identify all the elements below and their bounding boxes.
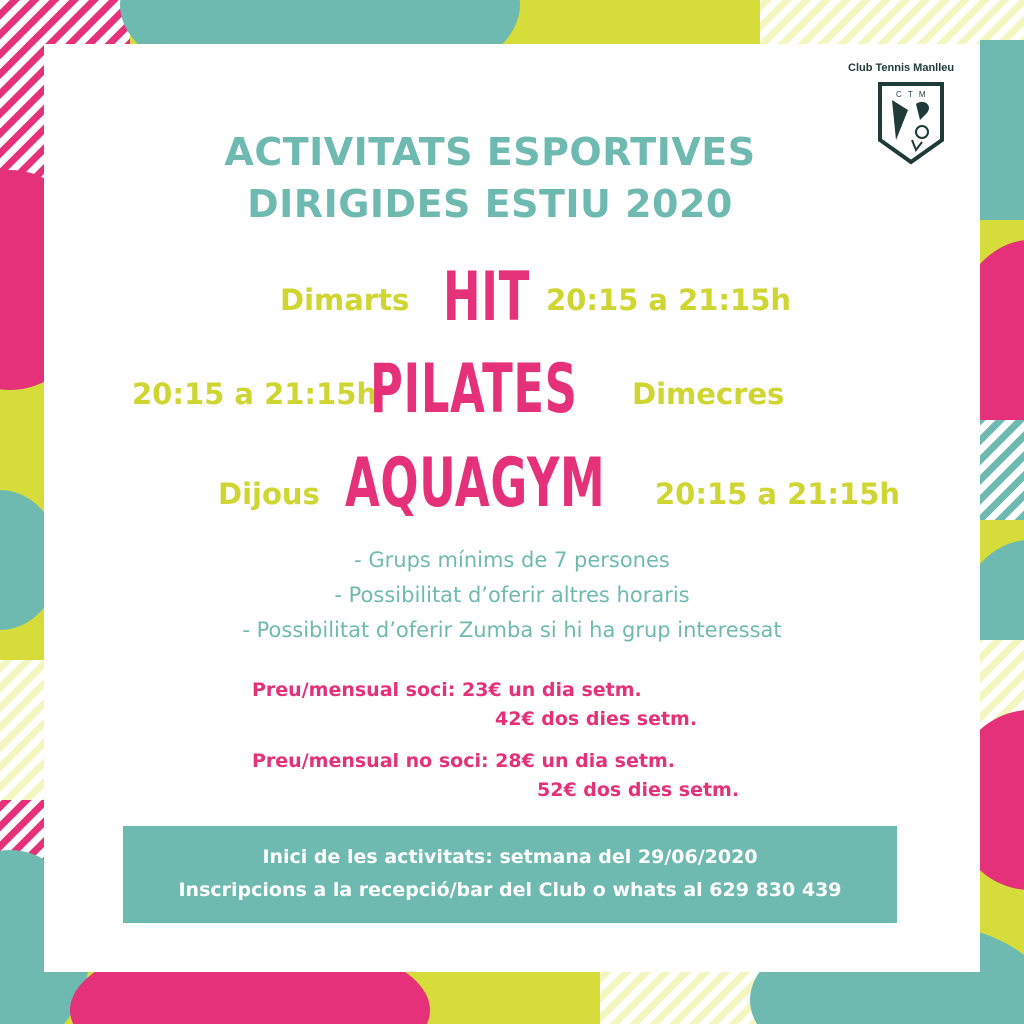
activity-3-time: 20:15 a 21:15h	[655, 477, 901, 511]
note-min-group: - Grups mínims de 7 persones	[354, 548, 670, 572]
activity-1-name: HIT	[443, 258, 530, 337]
info-banner	[123, 826, 897, 923]
banner-start-date: Inici de les activitats: setmana del 29/06/2020	[262, 846, 758, 868]
club-logo-name: Club Tennis Manlleu	[848, 62, 955, 74]
title-line-2: DIRIGIDES ESTIU 2020	[247, 182, 733, 226]
title-line-1: ACTIVITATS ESPORTIVES	[224, 130, 756, 174]
activity-2-time: 20:15 a 21:15h	[132, 377, 378, 411]
club-badge-letters: C T M	[896, 90, 928, 99]
banner-registration: Inscripcions a la recepció/bar del Club o whats al 629 830 439	[178, 879, 842, 901]
price-nonmember-line-2: 52€ dos dies setm.	[537, 779, 740, 801]
note-other-schedules: - Possibilitat d’oferir altres horaris	[334, 583, 690, 607]
activity-1-day: Dimarts	[280, 283, 410, 317]
activity-3-day: Dijous	[218, 477, 320, 511]
price-member-line-2: 42€ dos dies setm.	[495, 708, 698, 730]
price-nonmember-line-1: Preu/mensual no soci: 28€ un dia setm.	[252, 750, 675, 772]
activity-1-time: 20:15 a 21:15h	[546, 283, 792, 317]
activity-2-day: Dimecres	[632, 377, 785, 411]
activity-3-name: AQUAGYM	[345, 444, 606, 523]
note-zumba: - Possibilitat d’oferir Zumba si hi ha grup interessat	[242, 618, 782, 642]
price-member-line-1: Preu/mensual soci: 23€ un dia setm.	[252, 679, 642, 701]
activity-2-name: PILATES	[370, 350, 578, 429]
